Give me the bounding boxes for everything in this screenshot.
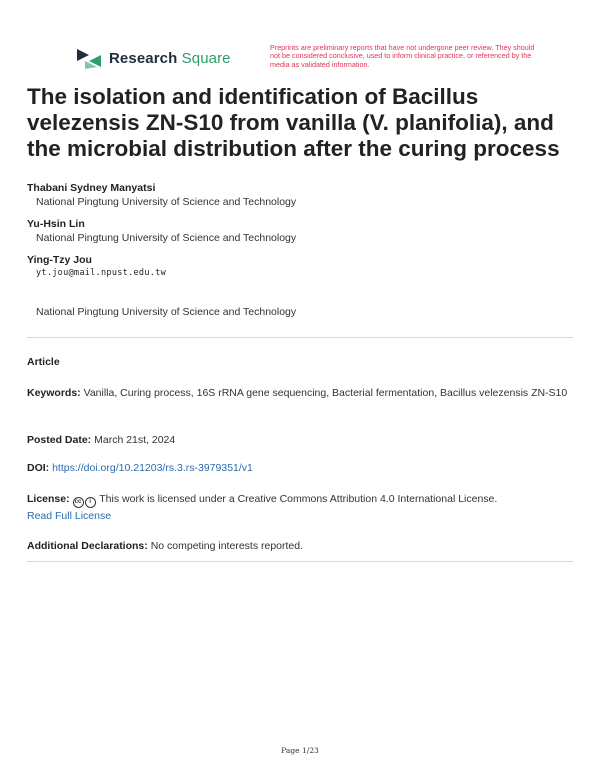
logo-wordmark xyxy=(109,50,231,67)
read-full-license-link[interactable]: Read Full License xyxy=(27,510,112,522)
author-name[interactable]: Thabani Sydney Manyatsi xyxy=(27,182,156,194)
additional-declarations xyxy=(27,538,577,554)
license xyxy=(27,491,577,524)
author-affiliation: National Pingtung University of Science and Technology xyxy=(36,232,297,244)
divider xyxy=(27,561,573,562)
logo-word-research: Research xyxy=(109,49,178,67)
doi xyxy=(27,460,577,476)
license-label: License: xyxy=(27,493,70,505)
doi-link[interactable]: https://doi.org/10.21203/rs.3.rs-3979351/v1 xyxy=(52,462,253,474)
author-affiliation: National Pingtung University of Science and Technology xyxy=(36,196,297,208)
declarations-value: No competing interests reported. xyxy=(150,540,304,552)
posted-date-label: Posted Date: xyxy=(27,434,92,446)
header xyxy=(0,0,600,80)
article-type-label: Article xyxy=(27,356,60,368)
author-name[interactable]: Yu-Hsin Lin xyxy=(27,218,85,230)
article-type xyxy=(27,354,577,370)
divider xyxy=(27,337,573,338)
research-square-logo-icon xyxy=(75,47,103,69)
author-email[interactable]: yt.jou@mail.npust.edu.tw xyxy=(36,268,167,278)
cc-icon[interactable]: cc xyxy=(73,497,84,508)
page-number: Page 1/23 xyxy=(281,746,319,755)
logo-word-square: Square xyxy=(181,49,231,67)
author-list xyxy=(27,181,577,327)
keywords xyxy=(27,385,577,401)
author-name[interactable]: Ying-Tzy Jou xyxy=(27,254,92,266)
license-text: This work is licensed under a Creative Commons Attribution 4.0 International License. xyxy=(99,493,498,505)
posted-date-value: March 21st, 2024 xyxy=(94,434,176,446)
keywords-label: Keywords: xyxy=(27,387,81,399)
by-icon[interactable]: i xyxy=(85,497,96,508)
keywords-value: Vanilla, Curing process, 16S rRNA gene sequencing, Bacterial fermentation, Bacillus velezensis ZN-S10 xyxy=(83,387,568,399)
author-affiliation: National Pingtung University of Science and Technology xyxy=(36,306,297,318)
declarations-label: Additional Declarations: xyxy=(27,540,148,552)
posted-date xyxy=(27,432,577,448)
research-square-logo[interactable] xyxy=(75,47,231,69)
preprint-disclaimer: Preprints are preliminary reports that have not undergone peer review. They should not be considered conclusive, used to inform clinical practice, or referenced by the media as validated information. xyxy=(270,43,535,69)
paper-title: The isolation and identification of Bacillus velezensis ZN-S10 from vanilla (V. planifolia), and the microbial distribution after the curing process xyxy=(27,84,560,161)
doi-label: DOI: xyxy=(27,462,50,474)
